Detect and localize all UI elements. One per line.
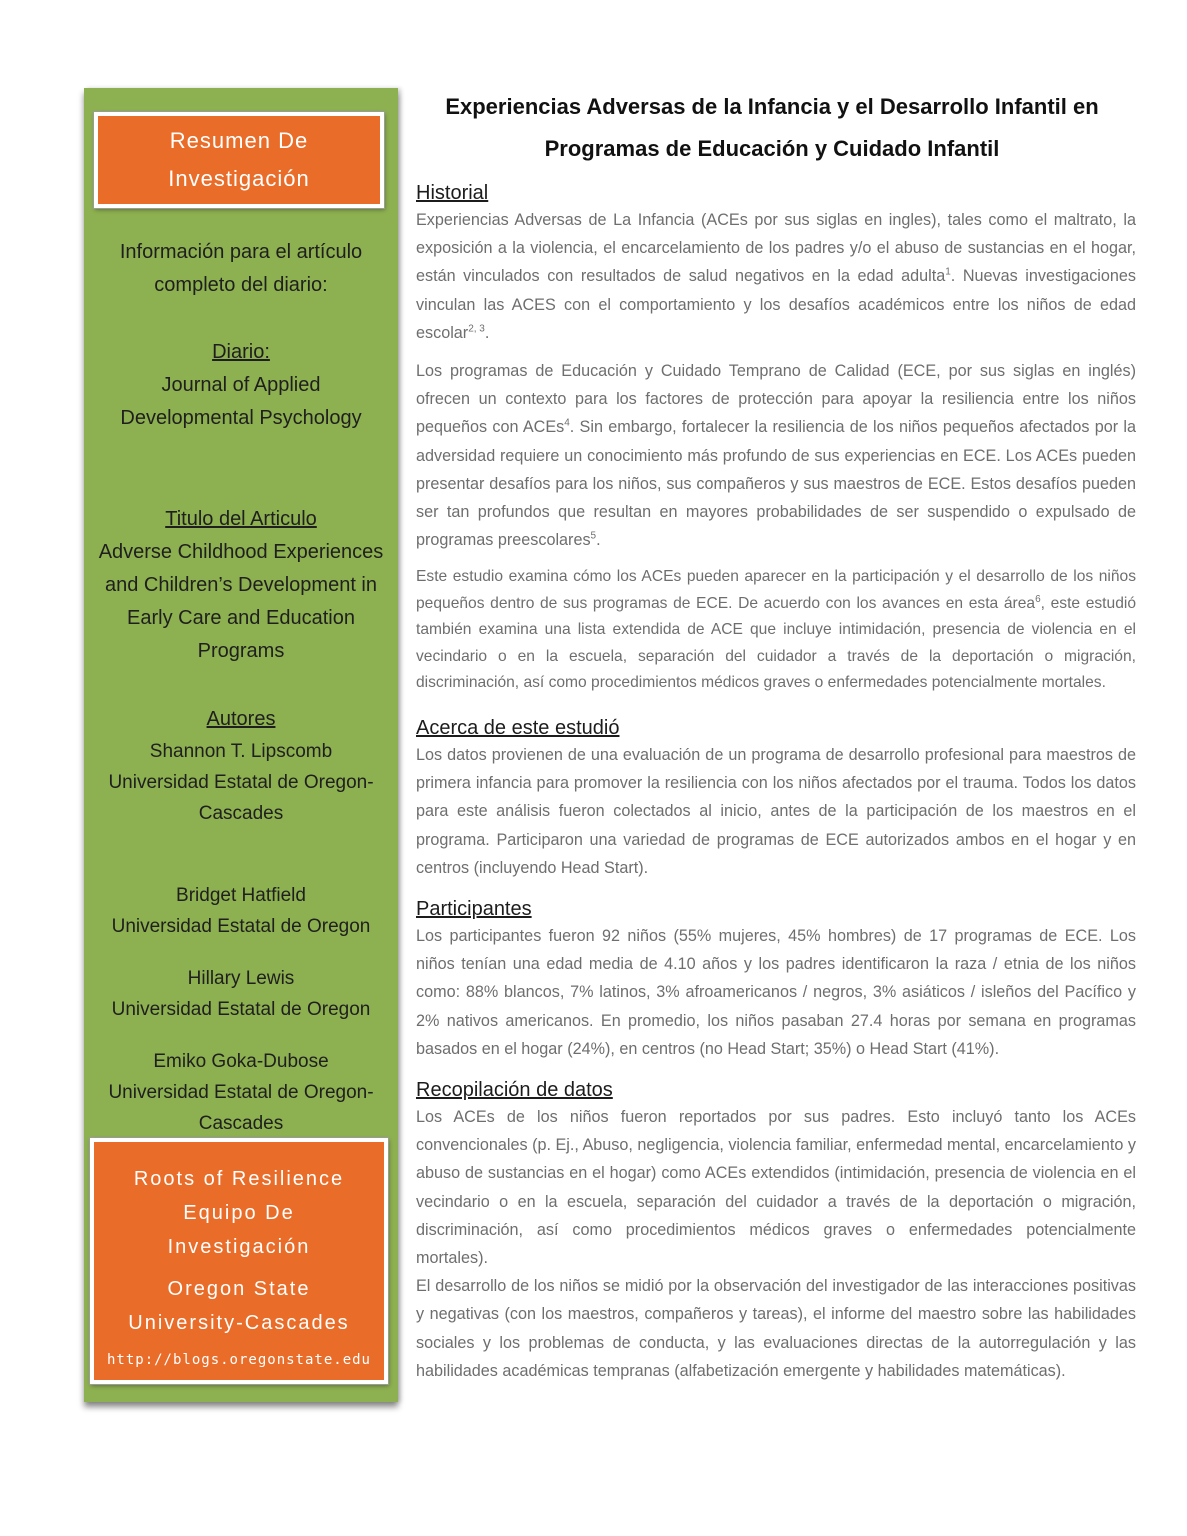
article-title-line-4: Programs	[197, 640, 285, 662]
authors-heading-wrap	[84, 703, 398, 736]
footnote-ref: 4	[564, 418, 570, 430]
article-heading: Titulo del Articulo	[165, 508, 317, 530]
sidebar	[84, 88, 398, 1402]
info-line-2: completo del diario:	[154, 274, 328, 296]
article-title-line-3: Early Care and Education	[127, 607, 355, 629]
acerca-paragraph: Los datos provienen de una evaluación de un programa de desarrollo profesional para maestros de primera infancia para promover la resiliencia con los niños afectados por el trauma. Todos los datos para este análisis fueron colectados al inicio, antes de la participación de los maestros en el programa. Participaron una variedad de programas de ECE autorizados ambos en el hogar y en centros (incluyendo Head Start).	[416, 745, 1136, 877]
team-line-3: Investigación	[167, 1236, 311, 1258]
author-affiliation: Universidad Estatal de Oregon	[111, 916, 371, 937]
historial-paragraph-3	[416, 564, 1136, 697]
historial-paragraph-1	[416, 206, 1136, 347]
footnote-ref: 6	[1035, 593, 1041, 605]
author-affiliation: Cascades	[198, 803, 284, 824]
journal-info	[84, 236, 398, 435]
text-span: .	[596, 531, 601, 550]
acerca-heading: Acerca de este estudió	[416, 716, 620, 739]
participantes-paragraph: Los participantes fueron 92 niños (55% mujeres, 45% hombres) de 17 programas de ECE. Los niños tenían una edad media de 4.10 años y los padres identificaron la raza / etnia de los niños como: 88% blancos, 7% latinos, 3% afroamericanos / negros, 3% asiáticos / isleños del Pacífico y 2% nativos americanos. En promedio, los niños pasaban 27.4 horas por semana en programas basados en el hogar (24%), en centros (no Head Start; 35%) o Head Start (41%).	[416, 926, 1136, 1058]
text-span: Los programas de Educación y Cuidado Temprano de Calidad (ECE, por sus siglas en inglés) ofrecen un contexto para los factores de protección para apoyar la resiliencia entre los niños pequeños con ACEs	[416, 362, 1136, 437]
blog-url-link[interactable]: http://blogs.oregonstate.edu	[106, 1352, 371, 1368]
historial-heading: Historial	[416, 182, 489, 204]
text-span: Este estudio examina cómo los ACEs pueden aparecer en la participación y el desarrollo de los niños pequeños dentro de sus programas de ECE. De acuerdo con los avances en esta área	[416, 568, 1136, 612]
article-title-line-1: Adverse Childhood Experiences	[98, 541, 384, 563]
article-info	[84, 503, 398, 668]
historial-paragraph-2	[416, 357, 1136, 554]
footnote-ref: 1	[945, 267, 951, 279]
header-line-1: Resumen De	[169, 128, 309, 153]
author-3	[84, 963, 398, 1025]
authors-heading: Autores	[206, 708, 276, 730]
author-name: Shannon T. Lipscomb	[149, 741, 333, 762]
recopilacion-paragraph-2: El desarrollo de los niños se midió por la observación del investigador de las interacciones positivas y negativas (con los maestros, compañeros y tareas), el informe del maestro sobre las habilidades sociales y los problemas de conducta, y las evaluaciones directas de la autorregulación y las habilidades académicas tempranas (alfabetización emergente y habilidades matemáticas).	[416, 1277, 1136, 1380]
footnote-ref: 5	[590, 530, 597, 542]
text-span: , este estudió también examina una lista extendida de ACE que incluye intimidación, presencia de violencia en el vecindario o en la escuela, separación del cuidador a través de la deportación o migración, discriminación, así como procedimientos médicos graves o enfermedades potencialmente mortales.	[416, 594, 1136, 692]
author-name: Hillary Lewis	[187, 968, 295, 989]
journal-name-line-2: Developmental Psychology	[120, 407, 362, 429]
author-affiliation: Cascades	[198, 1113, 284, 1134]
text-span: Experiencias Adversas de La Infancia (ACEs por sus siglas en ingles), tales como el maltrato, la exposición a la violencia, el encarcelamiento de los padres y/o el abuso de sustancias en el hogar, están vinculados con resultados de salud negativos en la edad adulta	[416, 211, 1136, 286]
recopilacion-heading: Recopilación de datos	[416, 1078, 613, 1101]
author-affiliation: Universidad Estatal de Oregon-	[108, 1082, 374, 1103]
text-span: . Sin embargo, fortalecer la resiliencia de los niños pequeños afectados por la adversidad requiere un conocimiento más profundo de sus experiencias en ECE. Los ACEs pueden presentar desafíos para los niños, sus compañeros y sus maestros de ECE. Estos desafíos pueden ser tan profundos que resultan en mayores probabilidades de ser suspendido o expulsado de programas preescolares	[416, 418, 1136, 550]
text-span: .	[484, 323, 490, 342]
author-name: Emiko Goka-Dubose	[153, 1051, 329, 1072]
author-4	[84, 1046, 398, 1139]
university-line-2: University-Cascades	[128, 1312, 350, 1334]
title-line-2: Programas de Educación y Cuidado Infantil	[544, 136, 1000, 161]
page-title	[416, 86, 1128, 170]
team-line-2: Equipo De	[183, 1202, 295, 1224]
author-name: Bridget Hatfield	[176, 885, 306, 906]
footnote-ref: 2, 3	[468, 323, 485, 335]
author-1	[84, 736, 398, 829]
text-span: . Nuevas investigaciones vinculan las ACES con el comportamiento y los desafíos académicos entre los niños de edad escolar	[416, 267, 1136, 342]
research-summary-box	[94, 112, 384, 208]
author-affiliation: Universidad Estatal de Oregon	[111, 999, 371, 1020]
recopilacion-paragraph-1: Los ACEs de los niños fueron reportados por sus padres. Esto incluyó tanto los ACEs convencionales (p. Ej., Abuso, negligencia, violencia familiar, enfermedad mental, encarcelamiento y abuso de sustancias en el hogar) como ACEs extendidos (intimidación, presencia de violencia en el vecindario o en la escuela, separación del cuidador a través de la deportación o migración, discriminación, así como procedimientos médicos graves o enfermedades potencialmente mortales).	[416, 1107, 1136, 1267]
main-content	[416, 86, 1136, 1385]
participantes-heading: Participantes	[416, 897, 532, 920]
author-2	[84, 880, 398, 942]
university-line-1: Oregon State	[167, 1278, 311, 1300]
title-line-1: Experiencias Adversas de la Infancia y el Desarrollo Infantil en	[445, 94, 1099, 119]
journal-name-line-1: Journal of Applied	[161, 374, 321, 396]
journal-heading: Diario:	[212, 341, 270, 363]
team-line-1: Roots of Resilience	[133, 1168, 345, 1190]
info-line-1: Información para el artículo	[119, 241, 363, 263]
header-line-2: Investigación	[168, 166, 310, 191]
article-title-line-2: and Children’s Development in	[104, 574, 377, 596]
research-team-box	[90, 1138, 388, 1384]
author-affiliation: Universidad Estatal de Oregon-	[108, 772, 374, 793]
